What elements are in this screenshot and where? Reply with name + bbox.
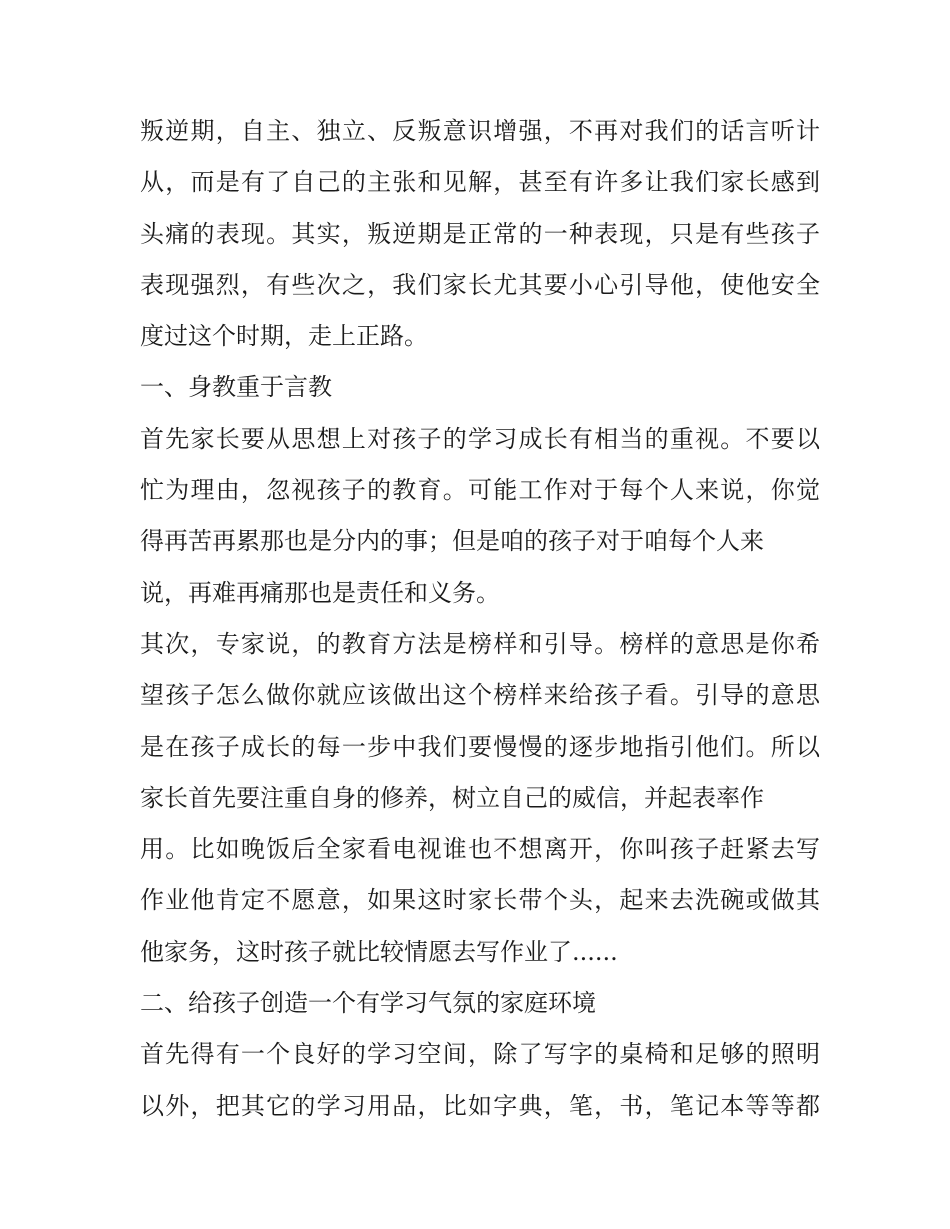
section-heading-2: 二、给孩子创造一个有学习气氛的家庭环境	[140, 989, 596, 1018]
text-line: 头痛的表现。其实，叛逆期是正常的一种表现，只是有些孩子	[140, 219, 820, 248]
text-line: 首先家长要从思想上对孩子的学习成长有相当的重视。不要以	[140, 424, 820, 453]
text-line: 望孩子怎么做你就应该做出这个榜样来给孩子看。引导的意思	[140, 681, 820, 710]
text-line: 是在孩子成长的每一步中我们要慢慢的逐步地指引他们。所以	[140, 732, 820, 761]
text-line: 其次，专家说，的教育方法是榜样和引导。榜样的意思是你希	[140, 629, 820, 658]
text-line: 家长首先要注重自身的修养，树立自己的威信，并起表率作	[140, 783, 764, 812]
text-line: 用。比如晚饭后全家看电视谁也不想离开，你叫孩子赶紧去写	[140, 835, 820, 864]
text-line: 他家务，这时孩子就比较情愿去写作业了......	[140, 937, 618, 966]
section-heading-1: 一、身教重于言教	[140, 373, 332, 402]
text-line: 表现强烈，有些次之，我们家长尤其要小心引导他，使他安全	[140, 270, 820, 299]
document-body	[140, 106, 820, 1132]
text-line: 首先得有一个良好的学习空间，除了写字的桌椅和足够的照明	[140, 1040, 820, 1069]
text-line: 得再苦再累那也是分内的事；但是咱的孩子对于咱每个人来	[140, 527, 764, 556]
text-line: 以外，把其它的学习用品，比如字典，笔，书，笔记本等等都	[140, 1091, 820, 1120]
text-line: 度过这个时期，走上正路。	[140, 322, 428, 351]
text-line: 从，而是有了自己的主张和见解，甚至有许多让我们家长感到	[140, 168, 820, 197]
text-line: 作业他肯定不愿意，如果这时家长带个头，起来去洗碗或做其	[140, 886, 820, 915]
text-line: 说，再难再痛那也是责任和义务。	[140, 578, 500, 607]
text-line: 忙为理由，忽视孩子的教育。可能工作对于每个人来说，你觉	[140, 476, 820, 505]
text-line: 叛逆期，自主、独立、反叛意识增强，不再对我们的话言听计	[140, 117, 820, 145]
